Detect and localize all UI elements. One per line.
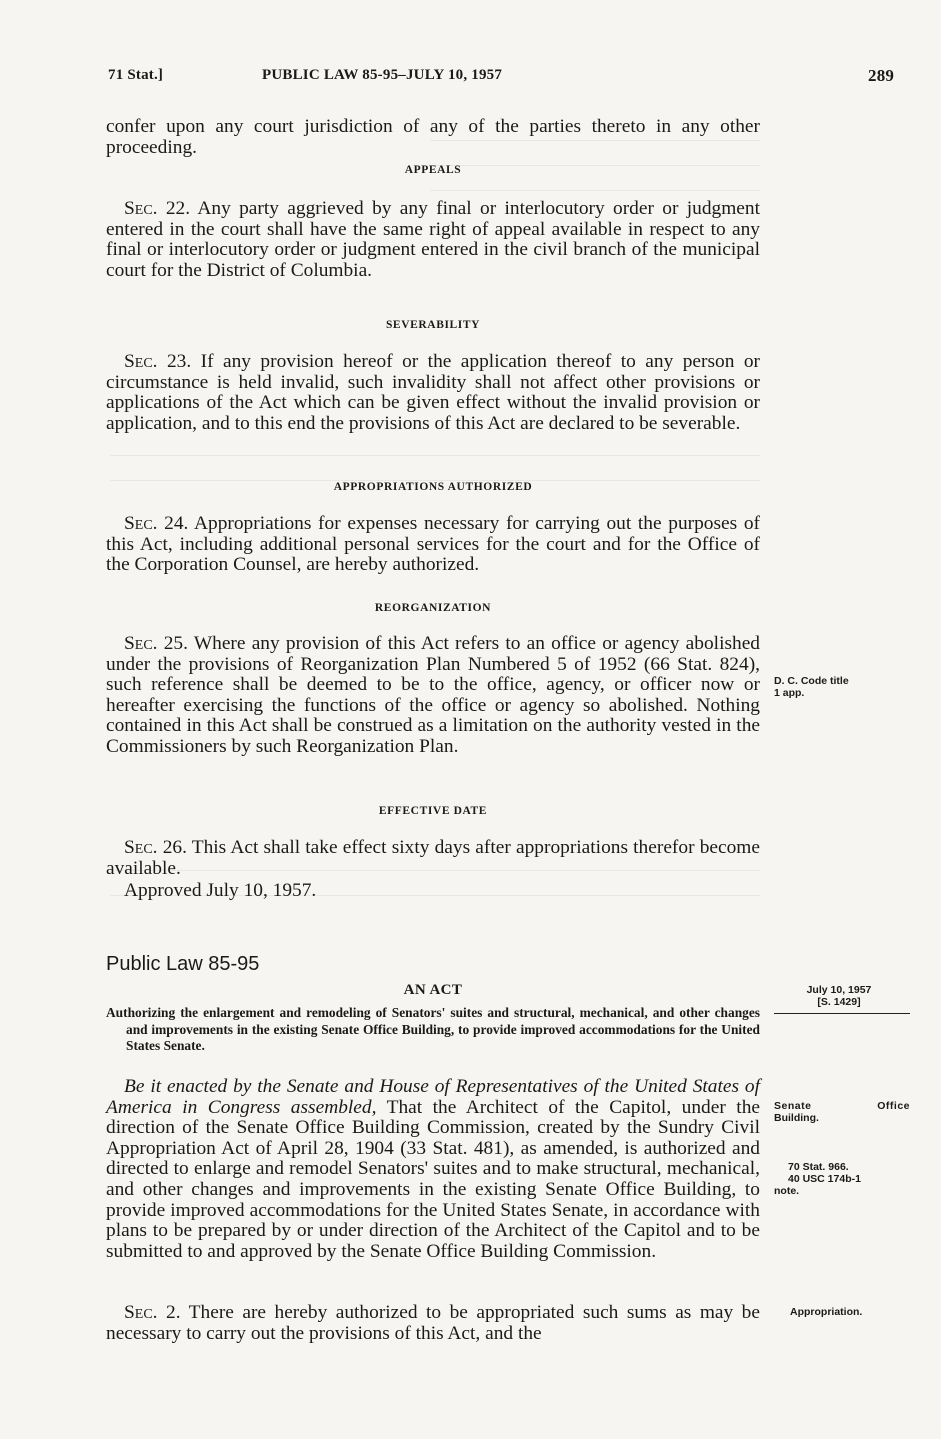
section-label: Sec. 23. [124,351,192,372]
section-text: Appropriations for expenses necessary for carrying out the purposes of this Act, including additional personal services for the court and for the Office of the Corporation Counsel, are hereby authorized. [106,513,760,576]
margin-note-line: 1 app. [774,687,805,699]
intro-paragraph: confer upon any court jurisdiction of any of the parties thereto in any other proceeding. [106,116,760,158]
approved-date: Approved July 10, 1957. [124,880,317,901]
section-2-text: There are hereby authorized to be appropriated such sums as may be necessary to carry out the provisions of this Act, and the [106,1302,760,1344]
running-header-title: PUBLIC LAW 85-95–JULY 10, 1957 [262,67,503,83]
act-purpose: Authorizing the enlargement and remodeling of Senators' suites and structural, mechanical, and other changes and improvements in the existing Senate Office Building, to provide improved accommodations for the United States Senate. [106,1005,760,1053]
margin-note-line: Senate Office [774,1100,910,1112]
section-label: Sec. 25. [124,633,188,654]
section-label: Sec. 26. [124,837,187,858]
section-text: Where any provision of this Act refers to an office or agency abolished under the provisions of Reorganization Plan Numbered 5 of 1952 (66 Stat. 824), such reference shall be deemed to be to the office, agency, or officer now or hereafter exercising the functions of the office or agency so abolished. Nothing contained in this Act shall be construed as a limitation on the authority vested in the Commissioners by such Reorganization Plan. [106,633,760,757]
bleed-line [430,190,760,191]
section-heading-reorganization: REORGANIZATION [374,602,492,614]
margin-note-line: note. [774,1185,800,1197]
page-number: 289 [868,66,895,85]
section-22-paragraph [106,199,760,281]
margin-note-senate-office [774,1100,910,1124]
section-25-paragraph [106,634,760,758]
margin-note-date [772,985,906,1008]
section-label: Sec. 2. [124,1302,181,1323]
section-heading-severability: SEVERABILITY [385,319,481,331]
section-label: Sec. 24. [124,513,189,534]
section-heading-effective-date: EFFECTIVE DATE [378,805,488,817]
margin-note-line: D. C. Code title [774,675,849,687]
margin-note-line: 70 Stat. 966. [788,1161,849,1173]
margin-note-line: July 10, 1957 [806,984,872,996]
section-1-text: That the Architect of the Capitol, under the direction of the Senate Office Building Commission, created by the Sundry Civil Appropriation Act of April 28, 1904 (33 Stat. 481), as amended, is authorized and directed to enlarge and remodel Senators' suites and to make structural, mechanical, and other changes and improvements in the existing Senate Office Building, to provide improved accommodations for the United States Senate, in accordance with plans to be prepared by or under direction of the Architect of the Capitol and to be submitted to and approved by the Senate Office Building Commission. [106,1096,760,1262]
section-label: Sec. 22. [124,198,191,219]
margin-note-line: 40 USC 174b-1 [788,1173,861,1185]
an-act-heading: AN ACT [403,982,463,998]
section-text: Any party aggrieved by any final or interlocutory order or judgment entered in the court shall have the same right of appeal available in respect to any final or interlocutory order or judgment entered in the civil branch of the municipal court for the District of Columbia. [106,198,760,281]
section-26-paragraph [106,838,760,879]
running-header-left: 71 Stat.] [108,67,164,83]
section-24-paragraph [106,514,760,576]
section-2-paragraph [106,1303,760,1344]
margin-note-statute [774,1161,910,1197]
enacting-clause: Be it enacted by the Senate and House of Representatives of the United States of America in Congress assembled, [106,1076,760,1118]
margin-note-dc-code [774,675,910,699]
bleed-line [110,455,760,456]
margin-note-line: Building. [774,1112,819,1124]
section-heading-appropriations: APPROPRIATIONS AUTHORIZED [333,481,533,493]
enacting-paragraph [106,1077,760,1262]
section-text: If any provision hereof or the application thereof to any person or circumstance is held invalid, such invalidity shall not affect other provisions or applications of the Act which can be given effect without the invalid provision or application, and to this end the provisions of this Act are declared to be severable. [106,351,760,434]
section-23-paragraph [106,352,760,434]
margin-note-appropriation: Appropriation. [790,1306,863,1318]
margin-note-line: [S. 1429] [817,995,861,1008]
margin-rule [774,1013,910,1014]
public-law-title: Public Law 85-95 [106,953,260,975]
section-text: This Act shall take effect sixty days after appropriations therefor become available. [106,837,760,879]
section-heading-appeals: APPEALS [404,164,462,176]
